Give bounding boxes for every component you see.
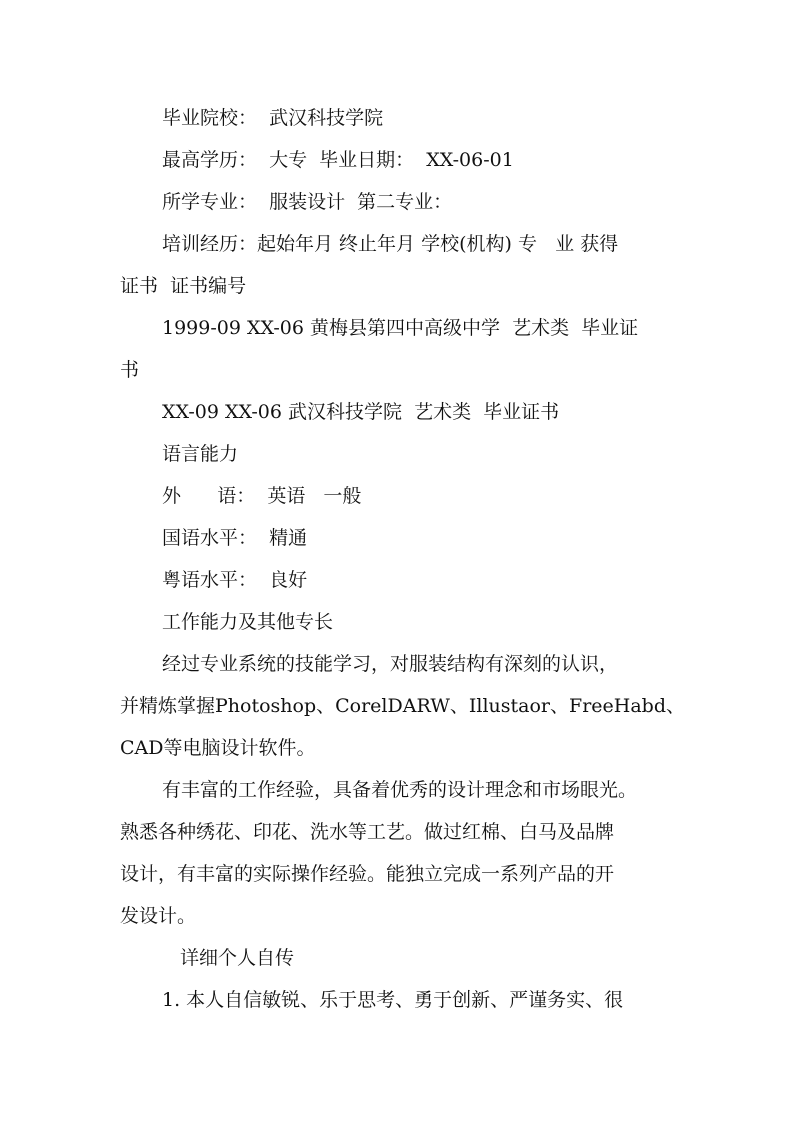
language-section-heading: 语言能力 [162,443,239,465]
foreign-language-line: 外 语： 英语 一般 [162,485,362,507]
mandarin-line: 国语水平： 精通 [162,527,308,549]
skills-paragraph-2-line-2: 熟悉各种绣花、印花、洗水等工艺。做过红棉、白马及品牌 [120,821,615,843]
skills-paragraph-1-line-3: CAD等电脑设计软件。 [120,737,316,759]
skills-paragraph-2-line-3: 设计，有丰富的实际操作经验。能独立完成一系列产品的开 [120,863,615,885]
training-header-continued: 证书 证书编号 [120,275,247,297]
training-header-line: 培训经历：起始年月 终止年月 学校(机构) 专 业 获得 [162,233,619,255]
skills-paragraph-2-line-1: 有丰富的工作经验，具备着优秀的设计理念和市场眼光。 [162,779,638,801]
education-date-line: 最高学历： 大专 毕业日期： XX-06-01 [162,149,514,171]
skills-section-heading: 工作能力及其他专长 [162,611,334,633]
cantonese-line: 粤语水平： 良好 [162,569,308,591]
major-line: 所学专业： 服装设计 第二专业： [162,191,453,213]
skills-paragraph-1-line-2: 并精炼掌握Photoshop、CorelDARW、Illustaor、FreeHabd、 [120,695,685,717]
skills-paragraph-2-line-4: 发设计。 [120,905,197,927]
training-record-1: 1999-09 XX-06 黄梅县第四中高级中学 艺术类 毕业证 [162,317,639,339]
skills-paragraph-1-line-1: 经过专业系统的技能学习，对服装结构有深刻的认识， [162,653,619,675]
autobiography-item-1: 1. 本人自信敏锐、乐于思考、勇于创新、严谨务实、很 [162,989,624,1011]
graduation-school-line: 毕业院校： 武汉科技学院 [162,107,384,129]
training-record-2: XX-09 XX-06 武汉科技学院 艺术类 毕业证书 [162,401,560,423]
training-record-1-continued: 书 [120,359,140,381]
autobiography-section-heading: 详细个人自传 [180,947,295,969]
